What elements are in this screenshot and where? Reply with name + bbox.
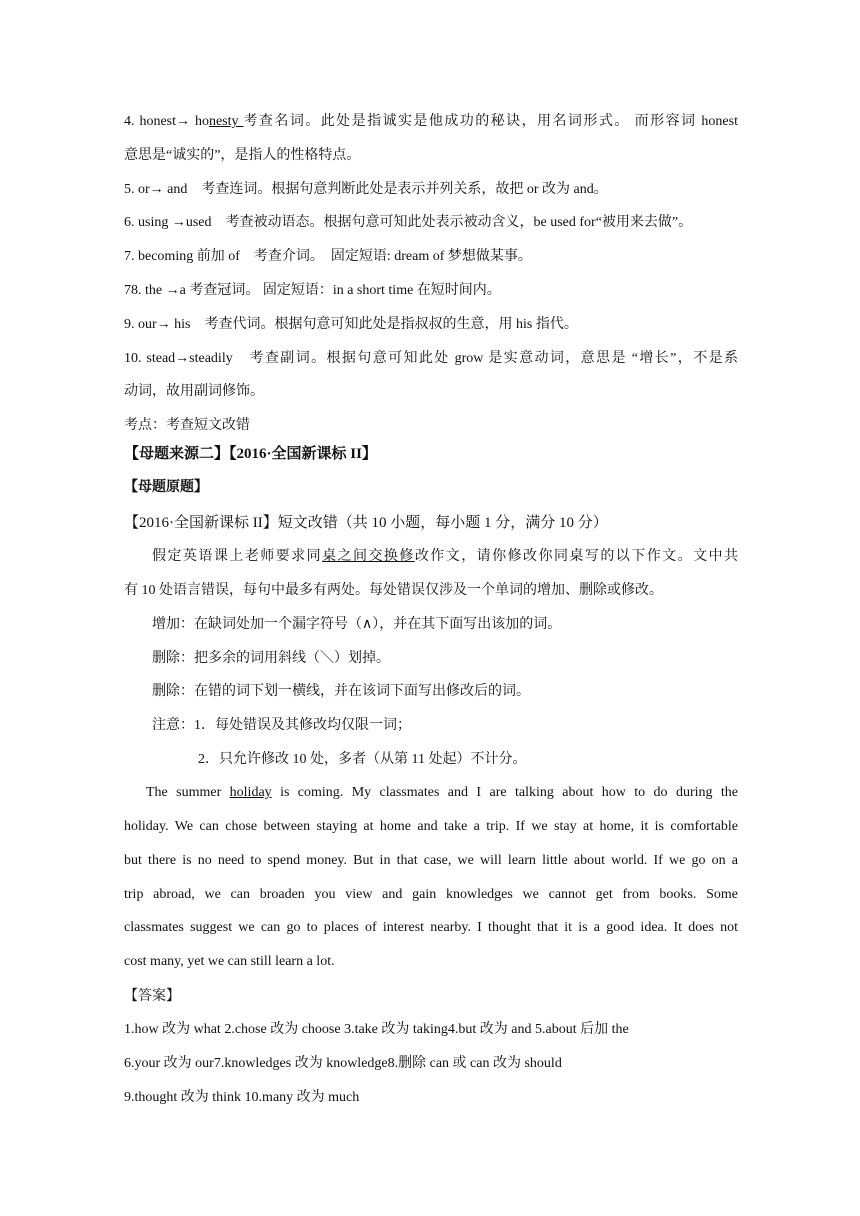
- answer-line-2: 6.your 改为 our7.knowledges 改为 knowledge8.删除 can 或 can 改为 should: [124, 1056, 562, 1071]
- passage-line-3: but there is no need to spend money. But in that case, we will learn little about world. If we go on a: [124, 853, 738, 868]
- passage-line-1: [146, 783, 738, 803]
- answer-item-10-continuation: 动词，故用副词修饰。: [124, 384, 264, 399]
- passage-underlined-word: holiday: [229, 785, 272, 800]
- answer-item-9: 9. our→ his 考查代词。根据句意可知此处是指叔叔的生意，用 his 指代。: [124, 317, 578, 332]
- answer-item-5: 5. or→ and 考查连词。根据句意判断此处是表示并列关系，故把 or 改为 and。: [124, 182, 608, 197]
- answer-item-8: 78. the →a 考查冠词。 固定短语：in a short time 在短时间内。: [124, 283, 501, 298]
- instruction-note-1: 注意：1．每处错误及其修改均仅限一词；: [152, 718, 411, 733]
- instructions-continuation: 有 10 处语言错误，每句中最多有两处。每处错误仅涉及一个单词的增加、删除或修改。: [124, 583, 663, 598]
- instructions-underlined: 桌之间交换修: [322, 549, 415, 564]
- passage-line-4: trip abroad, we can broaden you view and gain knowledges we cannot get from books. Some: [124, 887, 738, 902]
- instruction-note-2: 2．只允许修改 10 处，多者（从第 11 处起）不计分。: [198, 752, 527, 767]
- passage-text-b: is coming. My classmates and I are talking about how to do during the: [271, 785, 738, 800]
- passage-line-5: classmates suggest we can go to places of interest nearby. I thought that it is a good idea. It does not: [124, 920, 738, 935]
- instruction-delete: 删除：把多余的词用斜线（＼）划掉。: [152, 651, 390, 666]
- passage-line-2: holiday. We can chose between staying at home and take a trip. If we stay at home, it is comfortable: [124, 819, 738, 834]
- instructions-text-a: 假定英语课上老师要求同: [152, 549, 323, 564]
- kaodian-label: 考点：考查短文改错: [124, 418, 250, 433]
- instructions-text-b: 改作文，请你修改你同桌写的以下作文。文中共: [414, 549, 739, 564]
- passage-line-6: cost many, yet we can still learn a lot.: [124, 954, 335, 969]
- answer-item-4-text: 考查名词。此处是指诚实是他成功的秘诀，用名词形式。 而形容词 honest: [243, 114, 738, 129]
- answer-item-4-prefix: 4. honest→ ho: [124, 114, 209, 129]
- source-heading: 【母题来源二】【2016·全国新课标 II】: [124, 446, 377, 462]
- answer-item-4: [124, 112, 738, 132]
- answer-item-7: 7. becoming 前加 of 考查介词。 固定短语: dream of 梦想做某事。: [124, 249, 532, 264]
- source-subheading: 【母题原题】: [124, 480, 208, 495]
- answer-heading: 【答案】: [124, 989, 180, 1004]
- instruction-add: 增加：在缺词处加一个漏字符号（∧），并在其下面写出该加的词。: [152, 617, 562, 632]
- answer-line-1: 1.how 改为 what 2.chose 改为 choose 3.take 改为 taking4.but 改为 and 5.about 后加 the: [124, 1022, 629, 1037]
- instruction-modify: 删除：在错的词下划一横线，并在该词下面写出修改后的词。: [152, 684, 530, 699]
- answer-item-6: 6. using →used 考查被动语态。根据句意可知此处表示被动含义，be used for“被用来去做”。: [124, 215, 693, 230]
- exam-title: 【2016·全国新课标 II】短文改错（共 10 小题，每小题 1 分，满分 10 分）: [124, 515, 608, 531]
- answer-item-4-continuation: 意思是“诚实的”，是指人的性格特点。: [124, 148, 361, 163]
- answer-item-4-underlined: nesty: [208, 114, 244, 129]
- answer-line-3: 9.thought 改为 think 10.many 改为 much: [124, 1090, 360, 1105]
- passage-text-a: The summer: [146, 785, 230, 800]
- answer-item-10: 10. stead→steadily 考查副词。根据句意可知此处 grow 是实意动词，意思是 “增长”，不是系: [124, 351, 738, 366]
- instructions-paragraph: [152, 547, 738, 567]
